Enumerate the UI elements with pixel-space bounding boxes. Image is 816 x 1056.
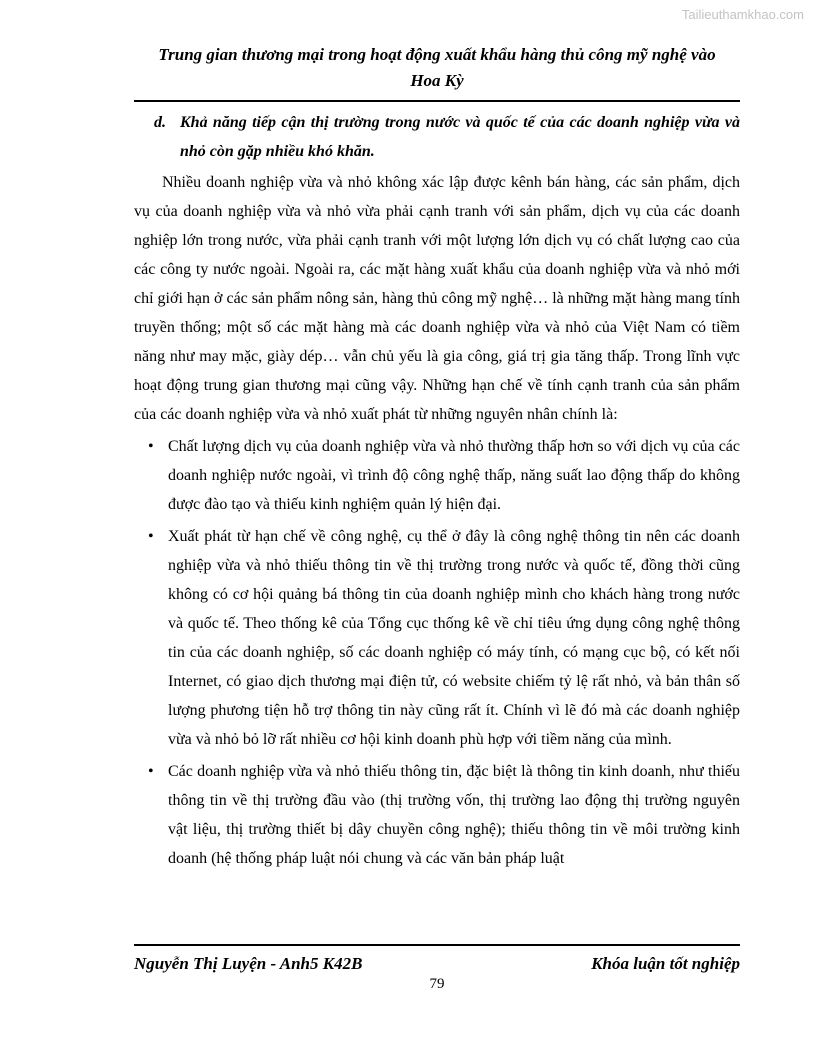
header-title-line2: Hoa Kỳ: [410, 71, 464, 90]
list-item: [134, 757, 740, 873]
header-title-line1: Trung gian thương mại trong hoạt động xuất khẩu hàng thủ công mỹ nghệ vào: [158, 45, 716, 64]
bullet-text: Các doanh nghiệp vừa và nhỏ thiếu thông tin, đặc biệt là thông tin kinh doanh, như thiếu thông tin về thị trường đầu vào (thị trường vốn, thị trường lao động thị trường nguyên vật liệu, thị trường thiết bị dây chuyền công nghệ); thiếu thông tin về môi trường kinh doanh (hệ thống pháp luật nói chung và các văn bản pháp luật: [168, 763, 740, 867]
bullet-text: Xuất phát từ hạn chế về công nghệ, cụ thể ở đây là công nghệ thông tin nên các doanh nghiệp vừa và nhỏ thiếu thông tin về thị trường trong nước và quốc tế, đồng thời cũng không có cơ hội quảng bá thông tin của doanh nghiệp mình cho khách hàng trong nước và quốc tế. Theo thống kê của Tổng cục thống kê về chỉ tiêu ứng dụng công nghệ thông tin của các doanh nghiệp, số các doanh nghiệp có máy tính, có mạng cục bộ, có kết nối Internet, có giao dịch thương mại điện tử, có website chiếm tỷ lệ rất nhỏ, và bản thân số lượng phương tiện hỗ trợ thông tin này cũng rất ít. Chính vì lẽ đó mà các doanh nghiệp vừa và nhỏ bỏ lỡ rất nhiều cơ hội kinh doanh phù hợp với tiềm năng của mình.: [168, 528, 740, 748]
bullet-marker: •: [148, 438, 154, 455]
body-paragraph: Nhiều doanh nghiệp vừa và nhỏ không xác lập được kênh bán hàng, các sản phẩm, dịch vụ của doanh nghiệp vừa và nhỏ vừa phải cạnh tranh với sản phẩm, dịch vụ của các doanh nghiệp lớn trong nước, vừa phải cạnh tranh với một lượng lớn dịch vụ có chất lượng cao của các công ty nước ngoài. Ngoài ra, các mặt hàng xuất khẩu của doanh nghiệp vừa và nhỏ mới chỉ giới hạn ở các sản phẩm nông sản, hàng thủ công mỹ nghệ… là những mặt hàng mang tính truyền thống; một số các mặt hàng mà các doanh nghiệp vừa và nhỏ của Việt Nam có tiềm năng như may mặc, giày dép… vẫn chủ yếu là gia công, giá trị gia tăng thấp. Trong lĩnh vực hoạt động trung gian thương mại cũng vậy. Những hạn chế về tính cạnh tranh của sản phẩm của các doanh nghiệp vừa và nhỏ xuất phát từ những nguyên nhân chính là:: [134, 174, 740, 423]
bullet-list: [134, 432, 740, 873]
list-item: [134, 522, 740, 754]
footer-author: Nguyễn Thị Luyện - Anh5 K42B: [134, 954, 363, 973]
section-marker: d.: [154, 114, 166, 131]
watermark: Tailieuthamkhao.com: [681, 7, 804, 22]
list-item: [134, 432, 740, 519]
bullet-marker: •: [148, 763, 154, 780]
page-footer: [134, 944, 740, 975]
section-heading: [154, 108, 740, 166]
document-body: [134, 108, 740, 873]
page-header: [134, 42, 740, 102]
bullet-marker: •: [148, 528, 154, 545]
page-number: 79: [429, 976, 445, 992]
section-heading-text: Khả năng tiếp cận thị trường trong nước và quốc tế của các doanh nghiệp vừa và nhỏ còn gặp nhiều khó khăn.: [180, 114, 740, 160]
footer-document-title: Khóa luận tốt nghiệp: [591, 954, 740, 973]
bullet-text: Chất lượng dịch vụ của doanh nghiệp vừa và nhỏ thường thấp hơn so với dịch vụ của các doanh nghiệp nước ngoài, vì trình độ công nghệ thấp, năng suất lao động thấp do không được đào tạo và thiếu kinh nghiệm quản lý hiện đại.: [168, 438, 740, 513]
